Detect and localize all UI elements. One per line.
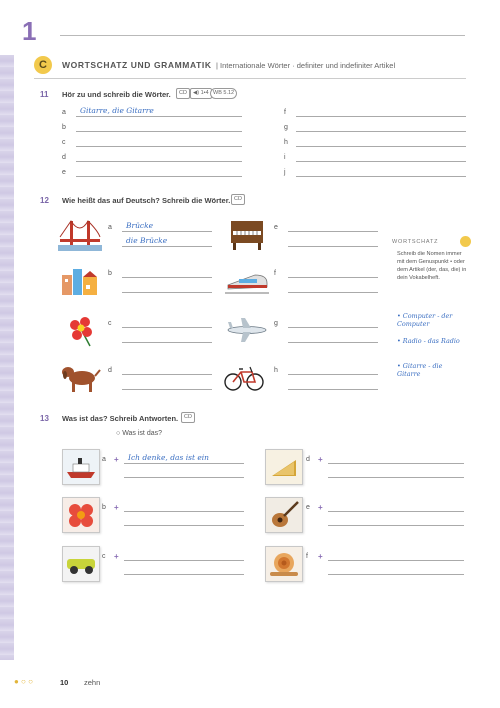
ex11-label-f: f xyxy=(284,109,286,116)
ex11-line-b[interactable] xyxy=(76,131,242,132)
ex11-line-c[interactable] xyxy=(76,146,242,147)
ex12-line-d1[interactable] xyxy=(122,374,212,375)
plus-marker: + xyxy=(114,552,119,561)
ex12-label-g: g xyxy=(274,320,278,327)
guitar-photo xyxy=(265,497,303,533)
ex12-line-e1[interactable] xyxy=(288,231,378,232)
plus-marker: + xyxy=(318,455,323,464)
car-toy-photo xyxy=(62,546,100,582)
ex11-label-i: i xyxy=(284,154,286,161)
ex12-line-g1[interactable] xyxy=(288,327,378,328)
ex13-label-d: d xyxy=(306,456,310,463)
ex11-answer-a: Gitarre, die Gitarre xyxy=(80,106,154,115)
ex11-line-h[interactable] xyxy=(296,146,466,147)
plus-marker: + xyxy=(114,455,119,464)
ex12-label-e: e xyxy=(274,224,278,231)
ex11-line-i[interactable] xyxy=(296,161,466,162)
ex11-label-d: d xyxy=(62,154,66,161)
bridge-picture xyxy=(58,217,102,251)
ex12-line-b1[interactable] xyxy=(122,277,212,278)
ex13-label-f: f xyxy=(306,553,308,560)
bicycle-picture xyxy=(222,360,266,394)
ex13-question-text: Was ist das? xyxy=(122,430,162,437)
ex12-line-b2[interactable] xyxy=(122,292,212,293)
ex12-line-e2[interactable] xyxy=(288,246,378,247)
piano-picture xyxy=(225,217,269,251)
ex12-line-c1[interactable] xyxy=(122,327,212,328)
page-number-word: zehn xyxy=(84,678,101,687)
ex12-line-f2[interactable] xyxy=(288,292,378,293)
airplane-picture xyxy=(225,313,269,347)
ex12-label-f: f xyxy=(274,270,276,277)
ex11-label-a: a xyxy=(62,109,66,116)
ex12-line-g2[interactable] xyxy=(288,342,378,343)
ex12-line-a2[interactable] xyxy=(122,246,212,247)
ex12-line-h2[interactable] xyxy=(288,389,378,390)
food-photo xyxy=(265,449,303,485)
dog-picture xyxy=(58,360,102,394)
ex13-line-e1[interactable] xyxy=(328,511,464,512)
audio-track-icon: ◀) 1•4 xyxy=(190,88,212,99)
ex13-line-e2[interactable] xyxy=(328,525,464,526)
ex11-line-j[interactable] xyxy=(296,176,466,177)
exercise-11-instruction: Hör zu und schreib die Wörter. xyxy=(62,90,171,99)
ex12-line-a1[interactable] xyxy=(122,231,212,232)
exercise-13-number: 13 xyxy=(40,414,49,423)
section-badge: C xyxy=(34,56,52,74)
ex11-line-g[interactable] xyxy=(296,131,466,132)
cd-icon: CD xyxy=(231,194,245,205)
ex12-label-h: h xyxy=(274,367,278,374)
section-rule xyxy=(34,78,466,79)
ex12-answer-a2: die Brücke xyxy=(126,236,168,245)
chapter-number: 1 xyxy=(22,16,37,46)
snail-photo xyxy=(265,546,303,582)
exercise-11-number: 11 xyxy=(40,90,49,99)
ex11-line-a[interactable] xyxy=(76,116,242,117)
exercise-12-number: 12 xyxy=(40,196,49,205)
train-picture xyxy=(225,263,269,297)
ex12-label-a: a xyxy=(108,224,112,231)
ex13-line-d1[interactable] xyxy=(328,463,464,464)
ex11-line-e[interactable] xyxy=(76,176,242,177)
ex11-label-e: e xyxy=(62,169,66,176)
ex12-line-f1[interactable] xyxy=(288,277,378,278)
ship-photo xyxy=(62,449,100,485)
ex11-label-j: j xyxy=(284,169,286,176)
page-number: 10 xyxy=(60,678,69,687)
section-title: WORTSCHATZ UND GRAMMATIK xyxy=(62,60,212,70)
ex13-line-f1[interactable] xyxy=(328,560,464,561)
ex12-label-d: d xyxy=(108,367,112,374)
plus-marker: + xyxy=(114,503,119,512)
exercise-12-instruction: Wie heißt das auf Deutsch? Schreib die Wörter. xyxy=(62,196,231,205)
ex13-line-c1[interactable] xyxy=(124,560,244,561)
cd-icon: CD xyxy=(176,88,190,99)
ex11-label-c: c xyxy=(62,139,66,146)
ex11-line-d[interactable] xyxy=(76,161,242,162)
wortschatz-example-gitarre: • Gitarre - die Gitarre xyxy=(397,362,443,378)
town-picture xyxy=(58,263,102,297)
wortschatz-example-computer: • Computer - der Computer xyxy=(397,312,453,328)
ex13-answer-a: Ich denke, das ist ein xyxy=(128,453,210,462)
ex13-label-e: e xyxy=(306,504,310,511)
ex13-line-a1[interactable] xyxy=(124,463,244,464)
ex13-label-a: a xyxy=(102,456,106,463)
lightbulb-icon xyxy=(460,236,471,247)
workbook-reference-icon: WB 5.12 xyxy=(210,88,237,99)
wortschatz-title: WORTSCHATZ xyxy=(392,239,439,245)
side-decoration-strip xyxy=(0,55,14,660)
ex12-label-b: b xyxy=(108,270,112,277)
difficulty-lightbulb-icons: ● ○ ○ xyxy=(14,677,33,686)
ex12-label-c: c xyxy=(108,320,112,327)
cd-icon: CD xyxy=(181,412,195,423)
ex11-label-g: g xyxy=(284,124,288,131)
ex13-question: ○ Was ist das? xyxy=(116,430,162,437)
section-subtitle: | Internationale Wörter · definiter und indefiniter Artikel xyxy=(216,61,396,70)
ex12-line-c2[interactable] xyxy=(122,342,212,343)
wortschatz-example-radio: • Radio - das Radio xyxy=(397,337,460,345)
ex13-line-d2[interactable] xyxy=(328,477,464,478)
ex12-line-h1[interactable] xyxy=(288,374,378,375)
ex11-label-b: b xyxy=(62,124,66,131)
wortschatz-text: Schreib die Nomen immer mit dem Genuspunkt • oder dem Artikel (der, das, die) in dein Vokabelheft. xyxy=(397,251,467,281)
exercise-13-instruction: Was ist das? Schreib Antworten. xyxy=(62,414,179,423)
ex12-answer-a1: Brücke xyxy=(126,221,154,230)
ex11-label-h: h xyxy=(284,139,288,146)
ex12-line-d2[interactable] xyxy=(122,389,212,390)
ex13-line-c2[interactable] xyxy=(124,574,244,575)
header-rule xyxy=(60,35,465,36)
ex13-label-b: b xyxy=(102,504,106,511)
ex13-line-f2[interactable] xyxy=(328,574,464,575)
ex13-line-b2[interactable] xyxy=(124,525,244,526)
plus-marker: + xyxy=(318,503,323,512)
ex13-label-c: c xyxy=(102,553,106,560)
plus-marker: + xyxy=(318,552,323,561)
ex11-line-f[interactable] xyxy=(296,116,466,117)
ex13-line-b1[interactable] xyxy=(124,511,244,512)
ex13-line-a2[interactable] xyxy=(124,477,244,478)
flower-photo xyxy=(62,497,100,533)
flower-picture xyxy=(60,313,104,347)
